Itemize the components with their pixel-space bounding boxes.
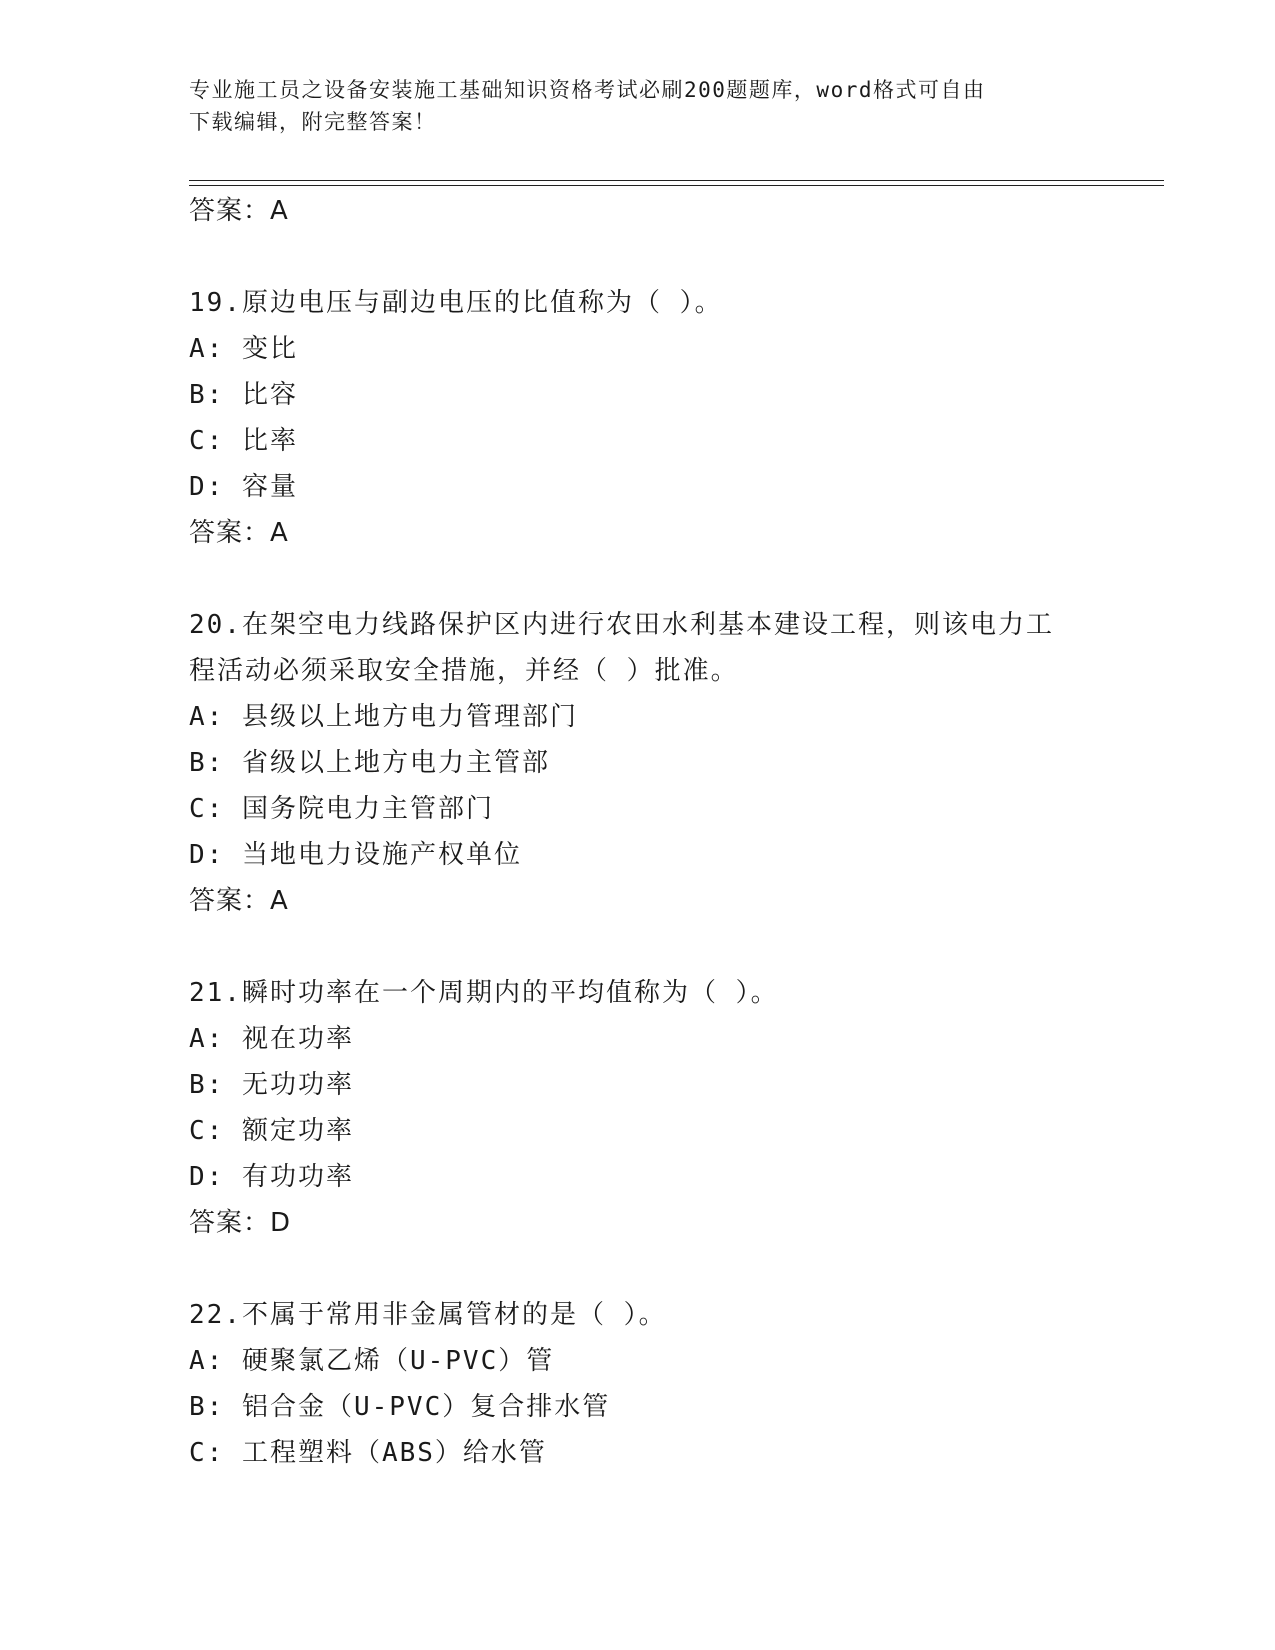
question-20 <box>189 602 1089 924</box>
option-c: C: 比率 <box>189 426 298 456</box>
header-divider-bottom <box>189 185 1164 186</box>
spacer <box>189 234 1089 280</box>
option-a: A: 硬聚氯乙烯（U-PVC）管 <box>189 1346 555 1376</box>
option-a: A: 变比 <box>189 334 298 364</box>
option-d: D: 当地电力设施产权单位 <box>189 840 522 870</box>
option-c: C: 国务院电力主管部门 <box>189 794 494 824</box>
question-list <box>189 188 1089 1476</box>
question-22 <box>189 1292 1089 1476</box>
question-text: 21.瞬时功率在一个周期内的平均值称为（ ）。 <box>189 978 779 1008</box>
option-d: D: 有功功率 <box>189 1162 354 1192</box>
question-text: 19.原边电压与副边电压的比值称为（ ）。 <box>189 288 723 318</box>
option-a: A: 视在功率 <box>189 1024 354 1054</box>
option-b: B: 省级以上地方电力主管部 <box>189 748 550 778</box>
header-line-1: 专业施工员之设备安装施工基础知识资格考试必刷200题题库，word格式可自由 <box>189 78 986 102</box>
question-19 <box>189 280 1089 556</box>
question-text: 20.在架空电力线路保护区内进行农田水利基本建设工程，则该电力工 <box>189 610 1054 640</box>
option-c: C: 工程塑料（ABS）给水管 <box>189 1438 547 1468</box>
answer: 答案：A <box>189 518 289 548</box>
header-line-2: 下载编辑，附完整答案！ <box>189 110 437 134</box>
header-divider-top <box>189 180 1164 181</box>
spacer <box>189 924 1089 970</box>
spacer <box>189 556 1089 602</box>
previous-answer: 答案：A <box>189 196 289 226</box>
question-21 <box>189 970 1089 1246</box>
option-b: B: 无功功率 <box>189 1070 354 1100</box>
spacer <box>189 1246 1089 1292</box>
option-b: B: 铝合金（U-PVC）复合排水管 <box>189 1392 611 1422</box>
answer: 答案：D <box>189 1208 292 1238</box>
question-text-continued: 程活动必须采取安全措施，并经（ ）批准。 <box>189 656 739 686</box>
document-header <box>189 74 1089 138</box>
option-a: A: 县级以上地方电力管理部门 <box>189 702 578 732</box>
option-c: C: 额定功率 <box>189 1116 354 1146</box>
question-text: 22.不属于常用非金属管材的是（ ）。 <box>189 1300 667 1330</box>
option-d: D: 容量 <box>189 472 298 502</box>
answer: 答案：A <box>189 886 289 916</box>
option-b: B: 比容 <box>189 380 298 410</box>
